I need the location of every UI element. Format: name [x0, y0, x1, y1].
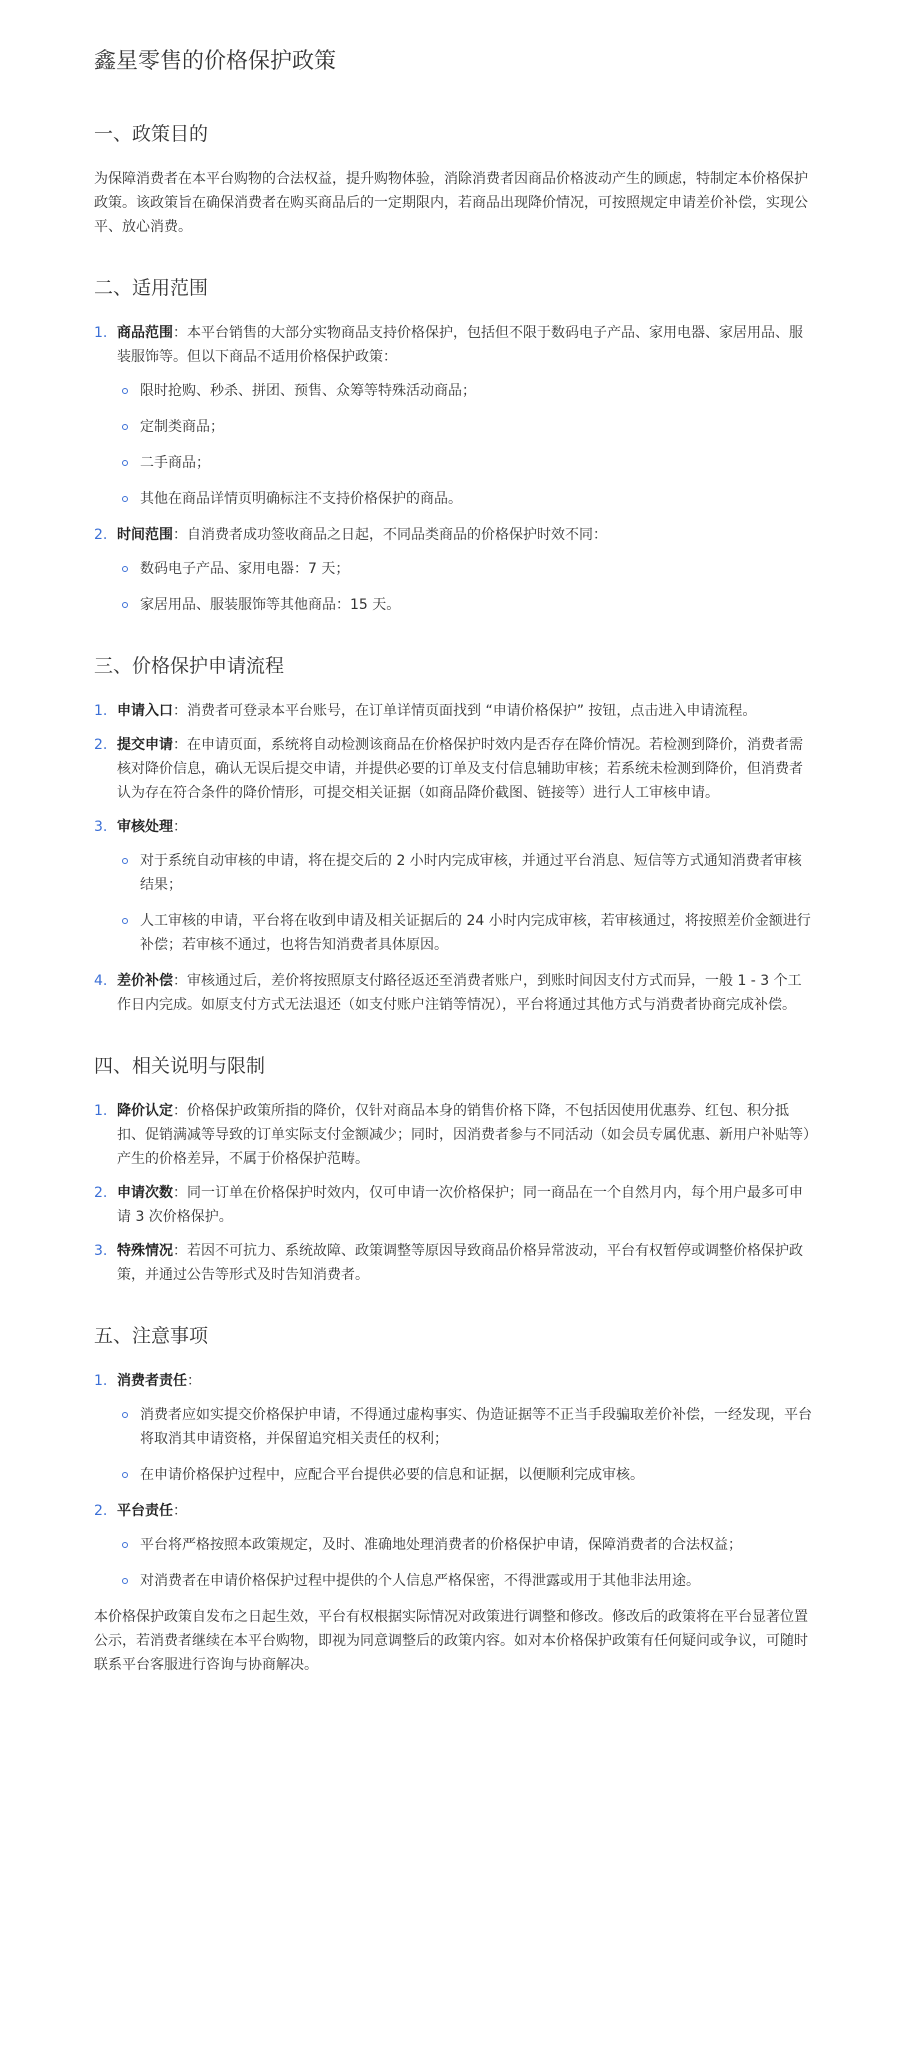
item-term: 申请次数: [117, 1185, 173, 1201]
bullet-text: 二手商品；: [140, 455, 210, 471]
bullet-item: [117, 1463, 815, 1487]
list-number: 3.: [94, 1243, 108, 1259]
list-number: 4.: [94, 973, 108, 989]
list-number: 1.: [94, 703, 108, 719]
bullet-circle-icon: [122, 1542, 128, 1548]
list-number: 1.: [94, 1373, 108, 1389]
section-process: [94, 653, 815, 1017]
item-text: ：: [173, 819, 187, 835]
section-heading: 一、政策目的: [94, 123, 209, 145]
bullet-text: 家居用品、服装服饰等其他商品：15 天。: [140, 597, 401, 613]
item-term: 申请入口: [117, 703, 173, 719]
bullet-circle-icon: [122, 424, 128, 430]
bullet-item: [117, 1403, 815, 1451]
bullet-text: 限时抢购、秒杀、拼团、预售、众筹等特殊活动商品；: [140, 383, 476, 399]
list-item: [94, 321, 815, 511]
item-text: ：: [173, 1503, 187, 1519]
list-item: [94, 1499, 815, 1593]
item-term: 特殊情况: [117, 1243, 173, 1259]
bullet-item: [117, 557, 815, 581]
section-heading: 四、相关说明与限制: [94, 1055, 266, 1077]
bullet-text: 平台将严格按照本政策规定，及时、准确地处理消费者的价格保护申请，保障消费者的合法权益；: [140, 1537, 742, 1553]
item-text: ：若因不可抗力、系统故障、政策调整等原因导致商品价格异常波动，平台有权暂停或调整价格保护政策，并通过公告等形式及时告知消费者。: [117, 1243, 803, 1283]
item-text: ：: [187, 1373, 201, 1389]
list-number: 1.: [94, 325, 108, 341]
item-text: ：审核通过后，差价将按照原支付路径返还至消费者账户，到账时间因支付方式而异，一般 1 - 3 个工作日内完成。如原支付方式无法退还（如支付账户注销等情况），平台将通过其他方式与消费者协商完成补偿。: [117, 973, 802, 1013]
bullet-circle-icon: [122, 496, 128, 502]
item-text: ：同一订单在价格保护时效内，仅可申请一次价格保护；同一商品在一个自然月内，每个用户最多可申请 3 次价格保护。: [117, 1185, 803, 1225]
item-term: 审核处理: [117, 819, 173, 835]
bullet-list: [117, 557, 815, 617]
bullet-circle-icon: [122, 1578, 128, 1584]
bullet-item: [117, 379, 815, 403]
list-number: 2.: [94, 1503, 108, 1519]
bullet-text: 消费者应如实提交价格保护申请，不得通过虚构事实、伪造证据等不正当手段骗取差价补偿，一经发现，平台将取消其申请资格，并保留追究相关责任的权利；: [140, 1407, 812, 1447]
bullet-circle-icon: [122, 858, 128, 864]
section-limits: [94, 1053, 815, 1287]
item-term: 商品范围: [117, 325, 173, 341]
bullet-item: [117, 451, 815, 475]
bullet-item: [117, 415, 815, 439]
bullet-list: [117, 849, 815, 957]
bullet-item: [117, 1569, 815, 1593]
list-item: [94, 1369, 815, 1487]
item-text: ：价格保护政策所指的降价，仅针对商品本身的销售价格下降，不包括因使用优惠券、红包、积分抵扣、促销满减等导致的订单实际支付金额减少；同时，因消费者参与不同活动（如会员专属优惠、新用户补贴等）产生的价格差异，不属于价格保护范畴。: [117, 1103, 810, 1167]
list-number: 1.: [94, 1103, 108, 1119]
item-text: ：自消费者成功签收商品之日起，不同品类商品的价格保护时效不同：: [173, 527, 607, 543]
bullet-list: [117, 1533, 815, 1593]
page-title: 鑫星零售的价格保护政策: [94, 49, 337, 74]
item-text: ：在申请页面，系统将自动检测该商品在价格保护时效内是否存在降价情况。若检测到降价，消费者需核对降价信息，确认无误后提交申请，并提供必要的订单及支付信息辅助审核；若系统未检测到降价，但消费者认为存在符合条件的降价情形，可提交相关证据（如商品降价截图、链接等）进行人工审核申请。: [117, 737, 803, 801]
list-item: [94, 815, 815, 957]
bullet-list: [117, 1403, 815, 1487]
section-purpose: [94, 121, 815, 239]
section-paragraph: 为保障消费者在本平台购物的合法权益，提升购物体验，消除消费者因商品价格波动产生的顾虑，特制定本价格保护政策。该政策旨在确保消费者在购买商品后的一定期限内，若商品出现降价情况，可按照规定申请差价补偿，实现公平、放心消费。: [94, 171, 808, 235]
closing-paragraph: 本价格保护政策自发布之日起生效，平台有权根据实际情况对政策进行调整和修改。修改后的政策将在平台显著位置公示，若消费者继续在本平台购物，即视为同意调整后的政策内容。如对本价格保护政策有任何疑问或争议，可随时联系平台客服进行咨询与协商解决。: [94, 1609, 808, 1673]
item-term: 提交申请: [117, 737, 173, 753]
list-item: [94, 1099, 815, 1171]
bullet-item: [117, 1533, 815, 1557]
bullet-circle-icon: [122, 460, 128, 466]
item-text: ：消费者可登录本平台账号，在订单详情页面找到 “申请价格保护” 按钮，点击进入申请流程。: [173, 703, 757, 719]
bullet-circle-icon: [122, 602, 128, 608]
bullet-text: 人工审核的申请，平台将在收到申请及相关证据后的 24 小时内完成审核，若审核通过，将按照差价金额进行补偿；若审核不通过，也将告知消费者具体原因。: [140, 913, 811, 953]
section-notes: [94, 1323, 815, 1593]
bullet-circle-icon: [122, 566, 128, 572]
numbered-list: [94, 321, 815, 617]
list-number: 2.: [94, 737, 108, 753]
list-item: [94, 733, 815, 805]
item-text: ：本平台销售的大部分实物商品支持价格保护，包括但不限于数码电子产品、家用电器、家居用品、服装服饰等。但以下商品不适用价格保护政策：: [117, 325, 803, 365]
list-item: [94, 969, 815, 1017]
bullet-circle-icon: [122, 1472, 128, 1478]
list-item: [94, 523, 815, 617]
list-number: 2.: [94, 527, 108, 543]
list-number: 3.: [94, 819, 108, 835]
item-term: 差价补偿: [117, 973, 173, 989]
item-term: 时间范围: [117, 527, 173, 543]
section-heading: 五、注意事项: [94, 1325, 209, 1347]
list-item: [94, 1239, 815, 1287]
bullet-item: [117, 849, 815, 897]
item-term: 降价认定: [117, 1103, 173, 1119]
numbered-list: [94, 1369, 815, 1593]
bullet-circle-icon: [122, 388, 128, 394]
bullet-text: 对于系统自动审核的申请，将在提交后的 2 小时内完成审核，并通过平台消息、短信等方式通知消费者审核结果；: [140, 853, 802, 893]
bullet-text: 对消费者在申请价格保护过程中提供的个人信息严格保密，不得泄露或用于其他非法用途。: [140, 1573, 700, 1589]
section-heading: 三、价格保护申请流程: [94, 655, 285, 677]
bullet-circle-icon: [122, 1412, 128, 1418]
bullet-text: 定制类商品；: [140, 419, 224, 435]
bullet-item: [117, 909, 815, 957]
bullet-text: 其他在商品详情页明确标注不支持价格保护的商品。: [140, 491, 462, 507]
item-term: 消费者责任: [117, 1373, 187, 1389]
bullet-item: [117, 593, 815, 617]
section-scope: [94, 275, 815, 617]
bullet-text: 在申请价格保护过程中，应配合平台提供必要的信息和证据，以便顺利完成审核。: [140, 1467, 644, 1483]
list-number: 2.: [94, 1185, 108, 1201]
bullet-circle-icon: [122, 918, 128, 924]
bullet-text: 数码电子产品、家用电器：7 天；: [140, 561, 350, 577]
list-item: [94, 1181, 815, 1229]
bullet-list: [117, 379, 815, 511]
numbered-list: [94, 699, 815, 1017]
item-term: 平台责任: [117, 1503, 173, 1519]
list-item: [94, 699, 815, 723]
section-heading: 二、适用范围: [94, 277, 209, 299]
numbered-list: [94, 1099, 815, 1287]
bullet-item: [117, 487, 815, 511]
